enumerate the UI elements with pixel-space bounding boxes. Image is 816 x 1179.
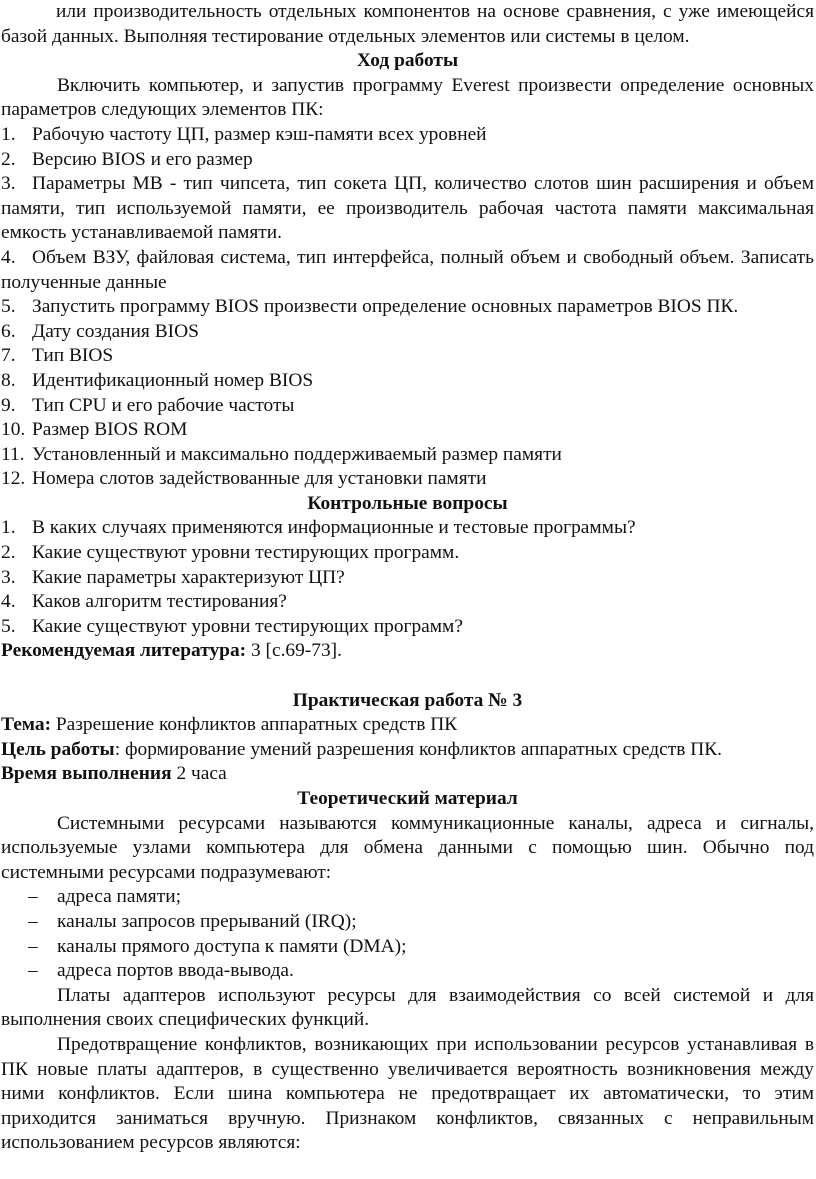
literature-label: Рекомендуемая литература: <box>1 640 247 662</box>
item-text: Тип BIOS <box>32 345 114 367</box>
list-item <box>28 910 814 935</box>
list-item <box>1 443 814 468</box>
procedure-intro: Включить компьютер, и запустив программу Everest произвести определение основных параметров следующих элементов ПК: <box>1 74 814 121</box>
topic-label: Тема: <box>1 714 52 736</box>
list-item <box>1 615 814 640</box>
item-number: 8. <box>1 369 16 391</box>
item-text: В каких случаях применяются информационные и тестовые программы? <box>32 517 636 539</box>
item-number: 4. <box>1 246 16 268</box>
spacer <box>1 664 814 689</box>
item-text: каналы запросов прерываний (IRQ); <box>57 910 357 932</box>
list-item <box>1 123 814 148</box>
item-text: Какие существуют уровни тестирующих программ? <box>32 615 463 637</box>
list-item <box>28 959 814 984</box>
list-item <box>1 590 814 615</box>
list-item <box>1 172 814 246</box>
list-item <box>28 885 814 910</box>
item-number: 4. <box>1 591 16 613</box>
procedure-list <box>1 123 814 492</box>
questions-heading: Контрольные вопросы <box>307 492 508 514</box>
item-text: Тип CPU и его рабочие частоты <box>32 394 295 416</box>
item-text: Запустить программу BIOS произвести определение основных параметров BIOS ПК. <box>32 296 739 318</box>
list-item <box>1 148 814 173</box>
item-number: 2. <box>1 148 16 170</box>
practical-title: Практическая работа № 3 <box>292 689 523 711</box>
item-text: Параметры МВ - тип чипсета, тип сокета ЦП, количество слотов шин расширения и объем памяти, тип используемой памяти, ее производитель рабочая частота памяти максимальная емкость устанавливаемой памяти. <box>1 173 814 244</box>
item-text: Версию BIOS и его размер <box>32 148 253 170</box>
theory-paragraph: Системными ресурсами называются коммуникационные каналы, адреса и сигналы, используемые узлами компьютера для обмена данными с помощью шин. Обычно под системными ресурсами подразумевают: <box>1 812 814 883</box>
item-text: Установленный и максимально поддерживаемый размер памяти <box>32 443 562 465</box>
goal-label: Цель работы <box>1 738 115 760</box>
procedure-heading: Ход работы <box>356 50 459 72</box>
intro-paragraph: или производительность отдельных компонентов на основе сравнения, с уже имеющейся базой данных. Выполняя тестирование отдельных элементов или системы в целом. <box>1 1 814 47</box>
list-item <box>1 344 814 369</box>
item-number: 5. <box>1 296 16 318</box>
list-item <box>1 541 814 566</box>
item-text: Номера слотов задействованные для установки памяти <box>32 468 487 490</box>
item-number: 3. <box>1 566 16 588</box>
item-text: Идентификационный номер BIOS <box>32 369 314 391</box>
item-text: Рабочую частоту ЦП, размер кэш-памяти всех уровней <box>32 123 487 145</box>
literature-line <box>1 639 814 664</box>
item-number: 1. <box>1 517 16 539</box>
theory-heading: Теоретический материал <box>297 788 518 809</box>
list-item <box>1 566 814 591</box>
item-number: 9. <box>1 394 16 416</box>
resources-list <box>1 885 814 983</box>
item-text: Какие существуют уровни тестирующих программ. <box>32 542 460 564</box>
topic-value: Разрешение конфликтов аппаратных средств ПК <box>51 714 458 736</box>
time-line <box>1 762 814 787</box>
item-text: Размер BIOS ROM <box>32 419 188 441</box>
list-item <box>1 516 814 541</box>
dash-bullet-icon: – <box>28 910 38 932</box>
time-value: 2 часа <box>171 763 227 785</box>
dash-bullet-icon: – <box>28 886 38 908</box>
time-label: Время выполнения <box>1 763 172 785</box>
item-text: Каков алгоритм тестирования? <box>32 591 287 613</box>
item-text: Дату создания BIOS <box>32 320 199 342</box>
item-number: 10. <box>1 419 26 441</box>
list-item <box>1 369 814 394</box>
item-number: 3. <box>1 173 16 195</box>
theory-paragraph: Платы адаптеров используют ресурсы для взаимодействия со всей системой и для выполнения своих специфических функций. <box>1 984 814 1031</box>
item-text: каналы прямого доступа к памяти (DMA); <box>57 935 407 957</box>
item-number: 11. <box>1 443 25 465</box>
list-item <box>1 418 814 443</box>
item-number: 12. <box>1 468 26 490</box>
item-number: 1. <box>1 123 16 145</box>
goal-line <box>1 738 814 763</box>
list-item <box>1 295 814 320</box>
theory-paragraph: Предотвращение конфликтов, возникающих при использовании ресурсов устанавливая в ПК новые платы адаптеров, в существенно увеличивается вероятность возникновения между ними конфликтов. Если шина компьютера не предотвращает их автоматически, то этим приходится заниматься вручную. Признаком конфликтов, связанных с неправильным использованием ресурсов являются: <box>1 1033 814 1154</box>
item-number: 7. <box>1 345 16 367</box>
topic-line <box>1 713 814 738</box>
goal-value: : формирование умений разрешения конфликтов аппаратных средств ПК. <box>114 738 723 760</box>
list-item <box>28 935 814 960</box>
list-item <box>1 246 814 295</box>
list-item <box>1 467 814 492</box>
dash-bullet-icon: – <box>28 935 38 957</box>
item-text: Какие параметры характеризуют ЦП? <box>32 566 345 588</box>
item-text: Объем ВЗУ, файловая система, тип интерфейса, полный объем и свободный объем. Записать полученные данные <box>1 246 814 293</box>
literature-value: 3 [с.69-73]. <box>246 640 342 662</box>
dash-bullet-icon: – <box>28 960 38 982</box>
item-text: адреса памяти; <box>57 886 181 908</box>
item-number: 2. <box>1 542 16 564</box>
questions-list <box>1 516 814 639</box>
item-number: 6. <box>1 320 16 342</box>
item-number: 5. <box>1 615 16 637</box>
list-item <box>1 320 814 345</box>
item-text: адреса портов ввода-вывода. <box>57 960 294 982</box>
list-item <box>1 394 814 419</box>
